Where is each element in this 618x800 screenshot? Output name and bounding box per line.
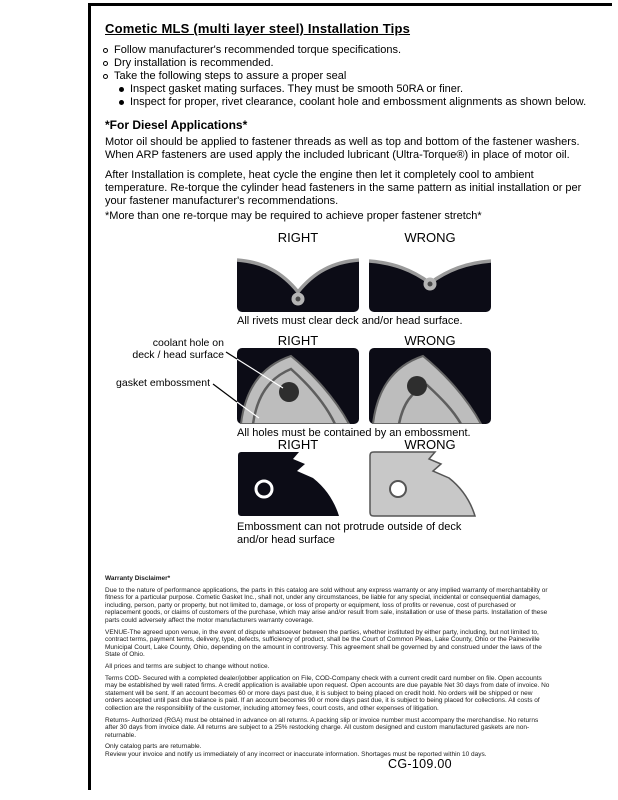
legal-paragraph: All prices and terms are subject to change without notice. <box>105 662 270 670</box>
tip-text: Inspect for proper, rivet clearance, coolant hole and embossment alignments as shown below. <box>130 96 587 108</box>
callout-coolant-hole <box>104 337 224 361</box>
embossment-right-image <box>237 348 359 424</box>
open-bullet-icon <box>103 61 108 66</box>
wrong-label: WRONG <box>404 230 456 245</box>
legal-paragraph: Review your invoice and notify us immediately of any incorrect or inaccurate information. Shortages must be reported within 10 days. <box>105 750 487 758</box>
retorque-note: *More than one re-torque may be required to achieve proper fastener stretch* <box>105 210 482 222</box>
filled-bullet-icon <box>119 100 124 105</box>
open-bullet-icon <box>103 48 108 53</box>
wrong-label: WRONG <box>404 437 456 452</box>
page-border-top <box>88 3 612 6</box>
page-border-left <box>88 3 91 790</box>
tips-list <box>103 44 595 109</box>
tip-item <box>103 44 595 57</box>
wrong-label: WRONG <box>404 333 456 348</box>
right-label: RIGHT <box>277 230 319 245</box>
diesel-paragraph-1: Motor oil should be applied to fastener threads as well as top and bottom of the fastener washers. When ARP fasteners are used apply the included lubricant (Ultra-Torque®) in place of motor oil. <box>105 136 580 161</box>
filled-bullet-icon <box>119 87 124 92</box>
legal-paragraph: Due to the nature of performance applications, the parts in this catalog are sold without any express warranty or any implied warranty of merchantability or fitness for a particular purpose. Cometic Gasket Inc., shall not, under any circumstances, be liable for any special, incidental or consequential damages, including, person, party or property, but not limited to, damage, or loss of property or equipment, loss of profits or revenue, cost of purchased or replacement goods, or claims of customers of the purchase, which may arise and/or result from sale, installation or use of these parts. Installation of these parts could adversely affect the motor manufacturers warranty coverage. <box>105 586 548 624</box>
tip-sub-item <box>119 96 595 109</box>
legal-heading: Warranty Disclaimer* <box>105 575 171 582</box>
legal-paragraph: Terms COD- Secured with a completed dealer/jobber application on File, COD-Company check with a current credit card number on file. Open accounts may be established by well rated firms. A credit application is available upon request. Open accounts are due payable Net 30 days from date of invoice. No statement will be sent. If an account becomes 60 or more days past due, it is subject to being placed on credit hold. No orders will be shipped or new orders accepted until past due balance is paid. If an account becomes 90 or more days past due, it is subject to being placed for collections. All costs of collection are the responsibility of the customer, including attorney fees, court costs, and other expenses of litigation. <box>105 674 550 712</box>
legal-paragraph: Returns- Authorized (RGA) must be obtained in advance on all returns. A packing slip or invoice number must accompany the merchandise. No returns after 30 days from invoice date. All returns are subject to a 25% restocking charge. All custom designed and custom manufactured gaskets are non-returnable. <box>105 716 539 739</box>
rivet-caption: All rivets must clear deck and/or head surface. <box>237 315 463 327</box>
diesel-heading: *For Diesel Applications* <box>105 118 248 132</box>
rivet-right-image <box>237 246 359 312</box>
embossment-wrong-image <box>369 348 491 424</box>
tip-item <box>103 70 595 83</box>
document-code: CG-109.00 <box>388 757 452 771</box>
diesel-paragraph-2: After Installation is complete, heat cycle the engine then let it completely cool to ambient temperature. Re-torque the cylinder head fasteners in the same pattern as initial installation or per your fastener manufacturer's recommendations. <box>105 169 582 207</box>
right-label: RIGHT <box>277 333 319 348</box>
tip-sub-item <box>119 83 595 96</box>
tip-text: Inspect gasket mating surfaces. They must be smooth 50RA or finer. <box>130 83 464 95</box>
legal-block <box>105 575 552 758</box>
callout-coolant-line1: coolant hole on <box>152 337 224 349</box>
legal-paragraph: VENUE-The agreed upon venue, in the event of dispute whatsoever between the parties, whether instituted by either party, including, but not limited to, contract terms, payment terms, delivery, type, defects, sufficiency of product, shall be the Court of Common Pleas, Lake County, Ohio or the Painesville Municipal Court, Lake County, Ohio, depending on the amount in controversy. This agreement shall be governed by and construed under the laws of the State of Ohio. <box>105 628 542 659</box>
protrusion-wrong-image <box>369 451 491 517</box>
protrusion-right-image <box>237 451 359 517</box>
tip-item <box>103 57 595 70</box>
tip-text: Follow manufacturer's recommended torque specifications. <box>114 44 402 56</box>
embossment-caption: All holes must be contained by an embossment. <box>237 427 471 439</box>
legal-paragraph: Only catalog parts are returnable. <box>105 743 202 751</box>
callout-coolant-line2: deck / head surface <box>132 349 224 361</box>
callout-gasket-embossment: gasket embossment <box>116 377 210 389</box>
right-label: RIGHT <box>277 437 319 452</box>
tip-text: Take the following steps to assure a proper seal <box>114 70 347 82</box>
page-title: Cometic MLS (multi layer steel) Installation Tips <box>105 21 411 36</box>
open-bullet-icon <box>103 74 108 79</box>
tip-text: Dry installation is recommended. <box>114 57 274 69</box>
protrusion-caption: Embossment can not protrude outside of deck and/or head surface <box>237 521 462 546</box>
rivet-wrong-image <box>369 246 491 312</box>
